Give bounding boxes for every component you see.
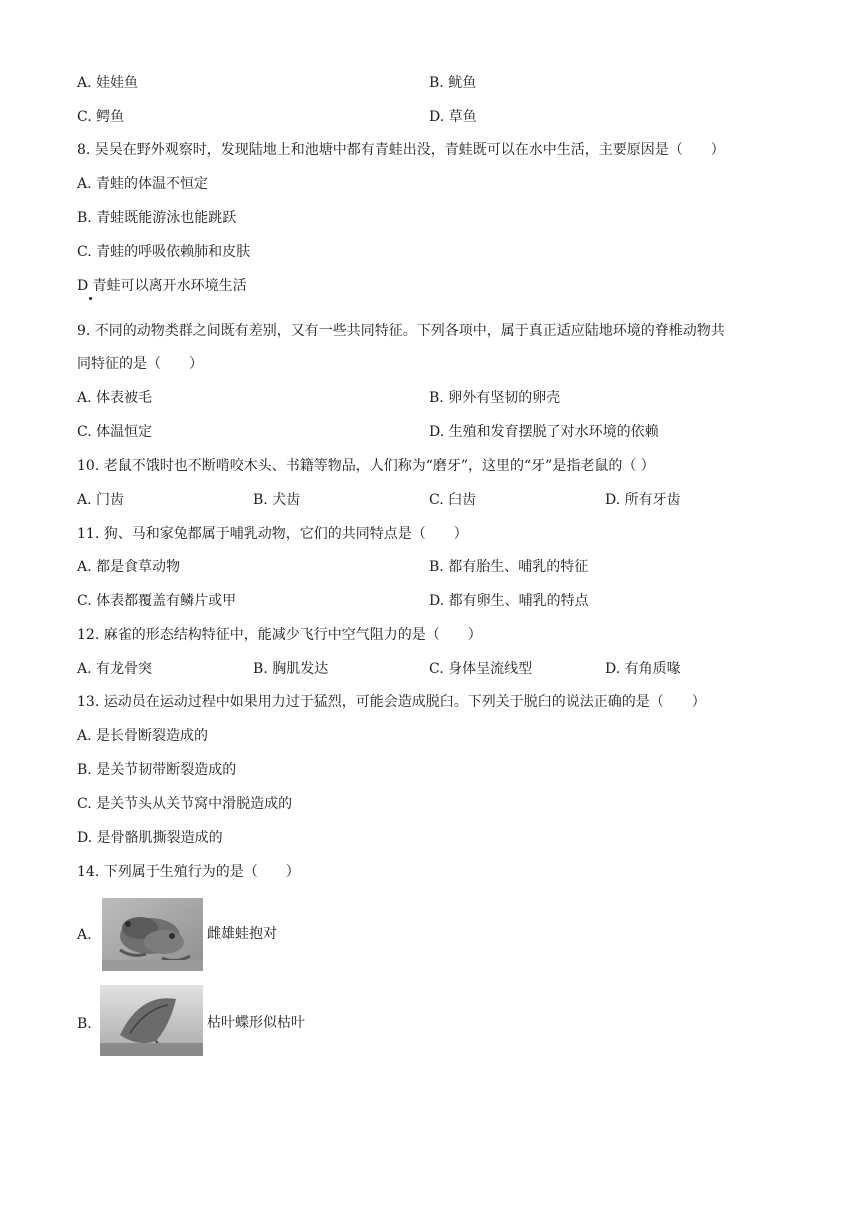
q8-option-c: C. 青蛙的呼吸依赖肺和皮肤	[77, 244, 251, 260]
q11-stem: 11. 狗、马和家兔都属于哺乳动物，它们的共同特点是（ ）	[77, 526, 468, 542]
q13-option-d: D. 是骨骼肌撕裂造成的	[77, 830, 223, 846]
q8-option-d: D 青蛙可以离开水环境生活	[77, 278, 247, 294]
q10-option-c: C. 臼齿	[429, 492, 477, 508]
q7-option-b: B. 鱿鱼	[429, 75, 477, 91]
q9-stem-line1: 9. 不同的动物类群之间既有差别，又有一些共同特征。下列各项中，属于真正适应陆地环境的脊椎动物共	[77, 323, 725, 339]
q7-option-d: D. 草鱼	[429, 109, 477, 125]
q7-option-a: A. 娃娃鱼	[77, 75, 139, 91]
q11-option-b: B. 都有胎生、哺乳的特征	[429, 559, 589, 575]
stray-dot	[89, 297, 92, 300]
frog-photo-icon	[102, 898, 203, 971]
q14-stem: 14. 下列属于生殖行为的是（ ）	[77, 864, 300, 880]
q11-option-a: A. 都是食草动物	[77, 559, 181, 575]
q14-option-b-caption: 枯叶蝶形似枯叶	[207, 1015, 305, 1031]
q9-option-a: A. 体表被毛	[77, 390, 153, 406]
q9-option-c: C. 体温恒定	[77, 424, 153, 440]
q8-option-a: A. 青蛙的体温不恒定	[77, 176, 209, 192]
q8-option-b: B. 青蛙既能游泳也能跳跃	[77, 210, 237, 226]
q13-stem: 13. 运动员在运动过程中如果用力过于猛烈，可能会造成脱臼。下列关于脱臼的说法正确的是（ ）	[77, 694, 706, 710]
butterfly-photo-icon	[100, 985, 203, 1056]
q8-stem: 8. 吴吴在野外观察时，发现陆地上和池塘中都有青蛙出没，青蛙既可以在水中生活，主要原因是（ ）	[77, 142, 725, 158]
q11-option-d: D. 都有卵生、哺乳的特点	[429, 593, 589, 609]
q14-option-a-letter: A.	[77, 927, 92, 943]
q13-option-c: C. 是关节头从关节窝中滑脱造成的	[77, 796, 293, 812]
q12-option-d: D. 有角质喙	[605, 661, 681, 677]
q14-option-a-caption: 雌雄蛙抱对	[207, 926, 277, 942]
q12-option-c: C. 身体呈流线型	[429, 661, 533, 677]
q10-option-b: B. 犬齿	[253, 492, 301, 508]
q10-option-d: D. 所有牙齿	[605, 492, 681, 508]
q9-option-b: B. 卵外有坚韧的卵壳	[429, 390, 561, 406]
q11-option-c: C. 体表都覆盖有鳞片或甲	[77, 593, 237, 609]
q14-option-b-letter: B.	[77, 1016, 92, 1032]
q7-option-c: C. 鳄鱼	[77, 109, 125, 125]
q13-option-a: A. 是长骨断裂造成的	[77, 728, 209, 744]
q10-option-a: A. 门齿	[77, 492, 125, 508]
q10-stem: 10. 老鼠不饿时也不断啃咬木头、书籍等物品，人们称为“磨牙”，这里的“牙”是指老鼠的（ ）	[77, 458, 655, 474]
q12-option-b: B. 胸肌发达	[253, 661, 329, 677]
q13-option-b: B. 是关节韧带断裂造成的	[77, 762, 237, 778]
q12-option-a: A. 有龙骨突	[77, 661, 153, 677]
q9-option-d: D. 生殖和发育摆脱了对水环境的依赖	[429, 424, 659, 440]
q9-stem-line2: 同特征的是（ ）	[77, 356, 203, 372]
q12-stem: 12. 麻雀的形态结构特征中，能减少飞行中空气阻力的是（ ）	[77, 627, 482, 643]
